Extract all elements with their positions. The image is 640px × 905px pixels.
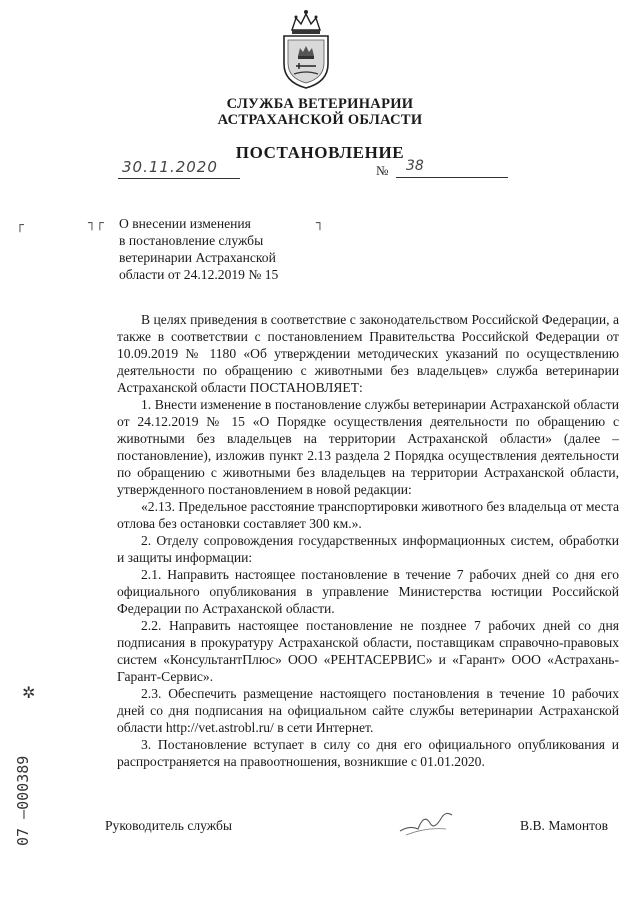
body-paragraph: 3. Постановление вступает в силу со дня его официального опубликования и распространяется на правоотношения, возникшие с 01.01.2020.: [117, 737, 619, 769]
subject-line: области от 24.12.2019 № 15: [119, 267, 279, 282]
corner-bracket-left-icon: ┌: [16, 218, 24, 233]
document-number-label: №: [376, 163, 389, 178]
organization-name-line2: АСТРАХАНСКОЙ ОБЛАСТИ: [217, 112, 423, 128]
body-paragraph: 1. Внести изменение в постановление службы ветеринарии Астраханской области от 24.12.2019 № 15 «О Порядке осуществления деятельности по обращению с животными без владельцев на территории Астраханской области» (далее – постановление), изложив пункт 2.13 раздела 2 Порядка осуществления деятельности по обращению с животными без владельцев на территории Астраханской области, утвержденного постановлением в новой редакции:: [117, 397, 619, 497]
signatory-title: Руководитель службы: [105, 818, 233, 833]
document-number: 38: [396, 158, 508, 178]
signatory-name: В.В. Мамонтов: [520, 818, 609, 833]
subject-line: О внесении изменения: [119, 216, 251, 231]
body-paragraph: 2.3. Обеспечить размещение настоящего постановления в течение 10 рабочих дней со дня подписания на официальном сайте службы ветеринарии Астраханской области http://vet.astrobl.ru/ в сети Интернет.: [117, 686, 619, 735]
handwritten-signature: [396, 805, 456, 839]
document-body: [117, 311, 619, 770]
coat-of-arms-emblem: [272, 8, 340, 90]
body-paragraph: 2.1. Направить настоящее постановление в течение 7 рабочих дней со дня его официального опубликования в управление Министерства юстиции Российской Федерации по Астраханской области.: [117, 567, 619, 616]
corner-bracket-right-icon: ┐: [316, 216, 324, 231]
body-paragraph: «2.13. Предельное расстояние транспортировки животного без владельца от места отлова без остановки составляет 300 км.».: [117, 499, 619, 531]
margin-mark-icon: ✲: [22, 685, 36, 702]
subject-line: в постановление службы: [119, 233, 264, 248]
corner-bracket-mid-icon: ┐┌: [88, 216, 104, 231]
body-paragraph: В целях приведения в соответствие с законодательством Российской Федерации, а также в соответствии с постановлением Правительства Российской Федерации от 10.09.2019 № 1180 «Об утверждении методических указаний по осуществлению деятельности по обращению с животными без владельцев» служба ветеринарии Астраханской области ПОСТАНОВЛЯЕТ:: [117, 312, 619, 395]
margin-registration-number: [6, 728, 36, 848]
document-subject: [119, 215, 319, 283]
body-paragraph: 2.2. Направить настоящее постановление не позднее 7 рабочих дней со дня подписания в прокуратуру Астраханской области, поставщикам справочно-правовых систем «КонсультантПлюс» ООО «РЕНТАСЕРВИС» и «Гарант» ООО «Астрахань-Гарант-Сервис».: [117, 618, 619, 684]
subject-line: ветеринарии Астраханской: [119, 250, 276, 265]
body-paragraph: 2. Отделу сопровождения государственных информационных систем, обработки и защиты информации:: [117, 533, 619, 565]
margin-number-text: 07 –000389: [14, 755, 32, 846]
document-date: 30.11.2020: [118, 158, 240, 179]
organization-name-line1: СЛУЖБА ВЕТЕРИНАРИИ: [226, 96, 414, 112]
document-type-title: ПОСТАНОВЛЕНИЕ: [235, 143, 405, 162]
